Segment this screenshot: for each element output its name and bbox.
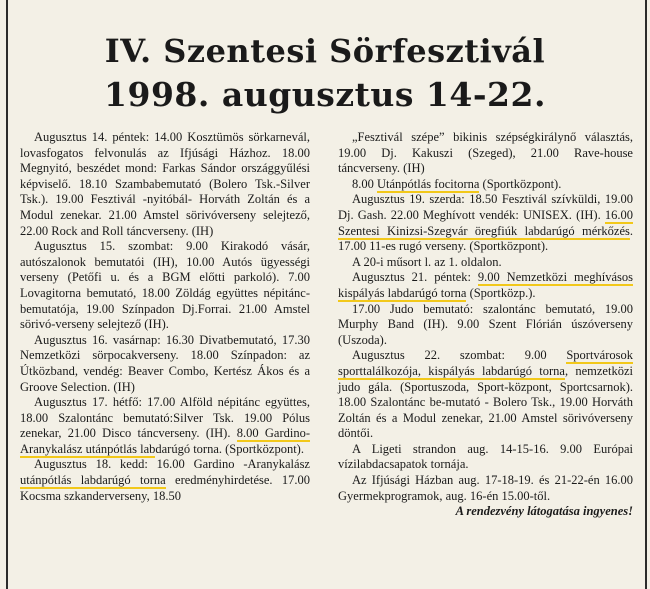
program-youth-football [338,177,633,193]
program-strand [338,442,633,473]
program-aug17 [20,395,310,457]
program-aug22 [338,348,633,442]
program-text: A Ligeti strandon aug. 14-15-16. 9.00 Európai vízilabdacsapatok tornája. [338,441,633,472]
program-text: . 17.00 11-es rugó verseny. (Sportközpont). [338,223,633,254]
program-aug21-evening [338,302,633,349]
highlighted-football-event: Utánpótlás focitorna [377,176,480,191]
program-aug14 [20,130,310,239]
right-column [338,130,633,520]
program-text: Augusztus 17. hétfő: 17.00 Alföld népitánc együttes, 18.00 Szalontánc bemutató:Silver Tsk. 19.00 Pólus zenekar, 21.00 Disco táncverseny. (IH). [20,395,310,441]
program-text: Augusztus 18. kedd: 16.00 Gardino -Aranykalász [34,457,310,472]
program-text: 17.00 Judo bemutató: szalontánc bemutató, 19.00 Murphy Band (IH). 9.00 Szent Flórián úszóverseny (Uszoda). [338,301,633,347]
left-column [20,130,310,504]
program-text: A 20-i műsort l. az 1. oldalon. [352,254,502,269]
program-text: Az Ifjúsági Házban aug. 17-18-19. és 21-22-én 16.00 Gyermekprogramok, aug. 16-én 15.00-től. [338,473,633,503]
program-text: 8.00 [352,176,377,191]
headline-dates: 1998. augusztus 14-22. [104,75,546,114]
headline [0,30,650,118]
free-admission-note: A rendezvény látogatása ingyenes! [455,504,633,519]
program-beauty-contest [338,130,633,177]
program-aug21 [338,270,633,301]
program-text: Augusztus 14. péntek: 14.00 Kosztümös sörkarnevál, lovasfogatos felvonulás az Ifjúsági Házhoz. 18.00 Megnyitó, beszédet mond: Farkas Sándor országgyűlési képviselő. 18.10 Szambabemutató (Bolero Tsk.-Silver Tsk.). 19.00 Fesztivál -nyitóbál- Horváth Zoltán és a Modul zenekar. 21.00 Amstel sörivóverseny selejtező, 22.00 Rock and Roll táncverseny. (IH) [20,130,310,238]
highlighted-football-event: 9.00 Nemzetközi meghívásos kispályás labdarúgó torna [338,270,633,300]
highlighted-football-event: 8.00 Gardino-Aranykalász utánpótlás lab [20,426,310,456]
program-text: eredményhirdetése. 17.00 Kocsma szkanderverseny, 18.50 [20,473,310,503]
program-text: Augusztus 21. péntek: [352,270,478,285]
program-aug18 [20,457,310,504]
program-text: „Fesztivál szépe” bikinis szépségkirálynő választás, 19.00 Dj. Kakuszi (Szeged), 21.00 Rave-house táncverseny. (IH) [338,130,633,176]
program-aug19 [338,192,633,254]
program-youth-house [338,473,633,504]
program-text: darúgó torna. (Sportközpont). [155,441,304,456]
highlighted-football-event: Sportvárosok sporttalálkozója, kispályás labdarúgó torna [338,348,633,378]
program-text: Augusztus 16. vasárnap: 16.30 Divatbemutató, 17.30 Nemzetközi sörpocakverseny. 18.00 Színpadon: az Útközband, vendég: Beaver Combo, Kertész Ákos és a Groove Selection. (IH) [20,332,310,394]
highlighted-football-event: 16.00 Szentesi Kinizsi-Szegvár öregfiúk labdarúgó mérkőzés [338,207,633,238]
program-aug15 [20,239,310,333]
program-text: Augusztus 15. szombat: 9.00 Kirakodó vásár, autószalonok bemutatói (IH), 10.00 Autós ügyességi verseny (Petőfi u. és a BGM előtti parkoló). 7.00 Lovagitorna bemutató, 18.00 Zöldág együttes népitánc-bemutatója, 19.00 Színpadon Dj.Forrai. 21.00 Amstel sörivó-verseny selejtező (IH). [20,239,310,332]
highlighted-football-event: utánpótlás labdarúgó torna [20,473,166,488]
program-aug16 [20,333,310,395]
program-text: Augusztus 19. szerda: 18.50 Fesztivál szívküldi, 19.00 Dj. Gash. 22.00 Meghívott vendék: UNISEX. (IH). [338,192,633,222]
program-text: (Sportközp.). [466,285,536,300]
program-aug20-note [338,255,633,271]
headline-festival-name: IV. Szentesi Sörfesztivál [104,32,546,70]
program-text: , nemzetközi judo gála. (Sportuszoda, Sport-központ, Sportcsarnok). 18.00 Szalontánc be-mutató - Bolero Tsk., 19.00 Horváth Zoltán és a Modul zenekar, 21.00 Amstel sörivóverseny döntői. [338,363,633,441]
program-text: Augusztus 22. szombat: 9.00 [352,348,567,363]
program-text: (Sportközpont). [479,176,562,191]
